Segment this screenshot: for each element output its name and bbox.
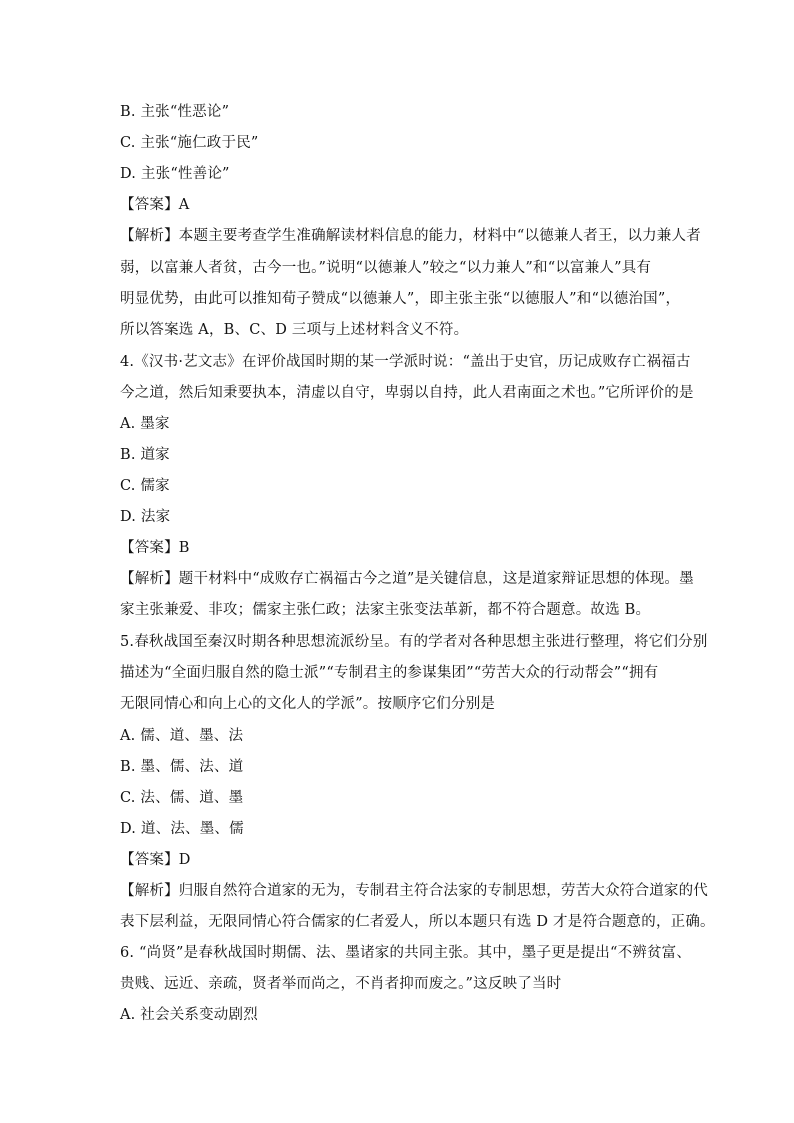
option-d-q5: D. 道、法、墨、儒 xyxy=(120,821,244,837)
question-4-line-2: 今之道，然后知秉要执本，清虚以自守，卑弱以自持，此人君南面之术也。”它所评价的是 xyxy=(120,385,694,401)
question-4-line-1: 4.《汉书·艺文志》在评价战国时期的某一学派时说：“盖出于史官，历记成败存亡祸福古 xyxy=(120,354,691,370)
option-d-q3: D. 主张“性善论” xyxy=(120,166,230,182)
analysis-q3-line-3: 明显优势，由此可以推知荀子赞成“以德兼人”，即主张主张“以德服人”和“以德治国”， xyxy=(120,291,681,307)
analysis-q4-line-1: 【解析】题干材料中“成败存亡祸福古今之道”是关键信息，这是道家辩证思想的体现。墨 xyxy=(120,571,694,587)
analysis-q4-line-2: 家主张兼爱、非攻；儒家主张仁政；法家主张变法革新，都不符合题意。故选 B。 xyxy=(120,602,651,618)
option-d-q4: D. 法家 xyxy=(120,509,171,525)
question-5-line-2: 描述为“全面归服自然的隐士派”“专制君主的参谋集团”“劳苦大众的行动帮会”“拥有 xyxy=(120,665,659,681)
option-a-q4: A. 墨家 xyxy=(120,416,170,432)
option-b-q3: B. 主张“性恶论” xyxy=(120,104,230,120)
question-5-line-1: 5.春秋战国至秦汉时期各种思想流派纷呈。有的学者对各种思想主张进行整理，将它们分别 xyxy=(120,634,708,650)
option-a-q6: A. 社会关系变动剧烈 xyxy=(120,1007,258,1023)
analysis-q3-line-1: 【解析】本题主要考查学生准确解读材料信息的能力，材料中“以德兼人者王，以力兼人者 xyxy=(120,228,701,244)
analysis-q5-line-2: 表下层利益，无限同情心符合儒家的仁者爱人，所以本题只有选 D 才是符合题意的，正确。 xyxy=(120,914,715,930)
question-5-line-3: 无限同情心和向上心的文化人的学派”。按顺序它们分别是 xyxy=(120,696,496,712)
question-6-line-1: 6. “尚贤”是春秋战国时期儒、法、墨诸家的共同主张。其中，墨子更是提出“不辨贫富、 xyxy=(120,945,692,961)
answer-q4: 【答案】B xyxy=(120,540,190,556)
option-b-q4: B. 道家 xyxy=(120,447,170,463)
answer-q3: 【答案】A xyxy=(120,197,190,213)
answer-q5: 【答案】D xyxy=(120,852,191,868)
question-6-line-2: 贵贱、远近、亲疏，贤者举而尚之，不肖者抑而废之。”这反映了当时 xyxy=(120,976,562,992)
analysis-q3-line-4: 所以答案选 A，B、C、D 三项与上述材料含义不符。 xyxy=(120,322,469,338)
option-a-q5: A. 儒、道、墨、法 xyxy=(120,728,244,744)
analysis-q5-line-1: 【解析】归服自然符合道家的无为，专制君主符合法家的专制思想，劳苦大众符合道家的代 xyxy=(120,883,708,899)
option-b-q5: B. 墨、儒、法、道 xyxy=(120,759,244,775)
option-c-q3: C. 主张“施仁政于民” xyxy=(120,135,259,151)
option-c-q4: C. 儒家 xyxy=(120,478,170,494)
option-c-q5: C. 法、儒、道、墨 xyxy=(120,790,244,806)
analysis-q3-line-2: 弱，以富兼人者贫，古今一也。”说明“以德兼人”较之“以力兼人”和“以富兼人”具有 xyxy=(120,260,652,276)
